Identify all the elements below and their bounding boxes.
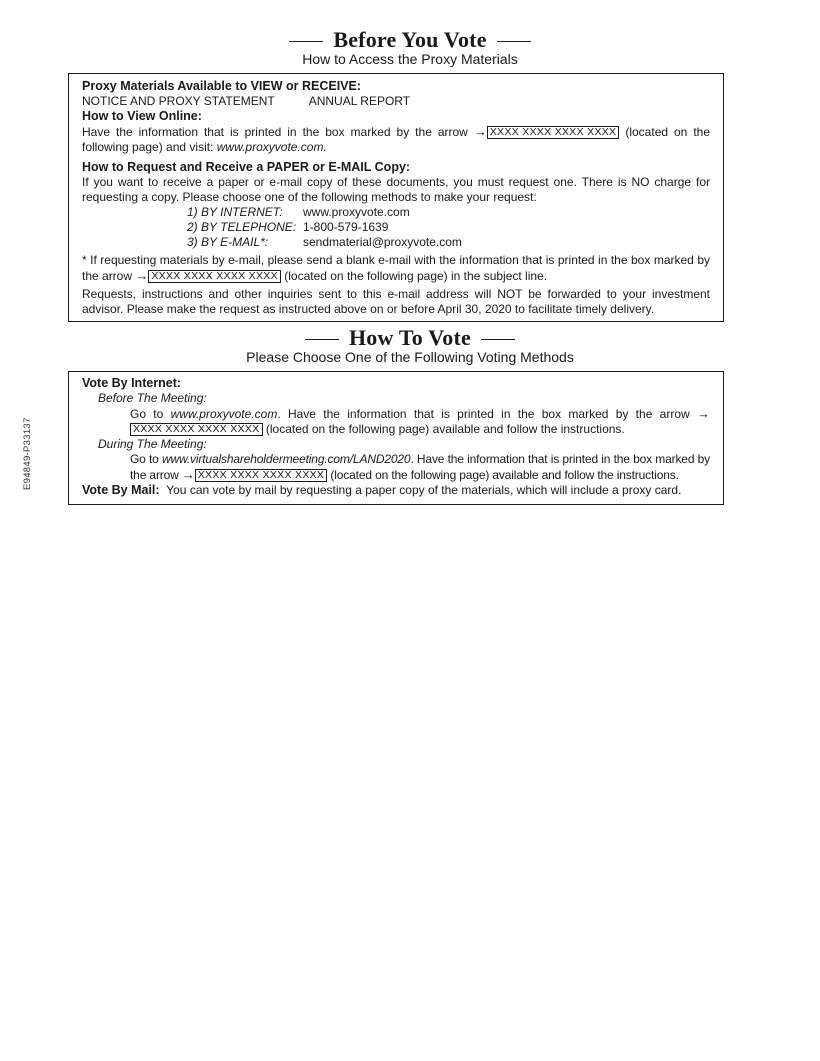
proxy-materials-box [68,73,724,322]
virtual-meeting-link[interactable]: www.virtualshareholdermeeting.com/LAND2020 [161,452,411,466]
method-telephone-value[interactable]: 1-800-579-1639 [303,220,389,234]
proxyvote-link[interactable]: www.proxyvote.com. [216,140,327,154]
arrow-icon: → [473,124,487,139]
control-number-box: XXXX XXXX XXXX XXXX [195,469,328,482]
before-you-vote-title-row [0,27,820,53]
how-to-vote-box [68,371,724,505]
title-dash-left [305,339,339,340]
before-meeting-label: Before The Meeting: [98,391,207,405]
vote-by-internet-heading: Vote By Internet: [82,376,182,390]
arrow-icon: → [181,467,195,482]
annual-report-label: ANNUAL REPORT [308,94,411,108]
proxyvote-link[interactable]: www.proxyvote.com [170,407,278,421]
method-email: 3) BY E-MAIL*: sendmaterial@proxyvote.com [187,235,462,249]
materials-list [82,94,710,109]
vote-by-mail-heading: Vote By Mail: [82,483,160,497]
control-number-box: XXXX XXXX XXXX XXXX [130,423,263,436]
control-number-box: XXXX XXXX XXXX XXXX [148,270,281,283]
how-to-vote-title-row [0,325,820,351]
arrow-icon: → [135,268,149,283]
before-meeting-text: Go to www.proxyvote.com. Have the information that is printed in the box marked by the arrow →XXXX XXXX XXXX XXXX (located on the following page) available and follow the instructions. [130,406,710,436]
request-copy-heading: How to Request and Receive a PAPER or E-MAIL Copy: [82,160,411,174]
during-meeting-label: During The Meeting: [98,437,207,451]
how-to-vote-title: How To Vote [348,325,472,350]
title-dash-right [481,339,515,340]
title-dash-right [497,41,531,42]
method-telephone: 2) BY TELEPHONE: 1-800-579-1639 [187,220,389,234]
view-online-text: Have the information that is printed in the box marked by the arrow → XXXX XXXX XXXX XXXX (located on the following page) and visit: www.proxyvote.com. [82,124,711,154]
method-internet: 1) BY INTERNET: www.proxyvote.com [187,205,410,219]
title-dash-left [289,41,323,42]
method-email-value[interactable]: sendmaterial@proxyvote.com [303,235,462,249]
method-internet-value[interactable]: www.proxyvote.com [303,205,410,219]
arrow-icon: → [696,406,710,421]
email-request-note: * If requesting materials by e-mail, please send a blank e-mail with the information that is printed in the box marked by the arrow → XXXX XXXX XXXX XXXX (located on the following page) in the subject line. [82,253,710,283]
during-meeting-text: Go to www.virtualshareholdermeeting.com/LAND2020. Have the information that is printed in the box marked by the arrow → XXXX XXXX XXXX XXXX (located on the following page) available and follow the instructions. [130,452,710,482]
requests-note: Requests, instructions and other inquiries sent to this e-mail address will NOT be forwarded to your investment advisor. Please make the request as instructed above on or before April 30, 2020 to facilitate timely delivery. [82,287,710,316]
control-number-box: XXXX XXXX XXXX XXXX [487,126,620,139]
request-copy-text: If you want to receive a paper or e-mail copy of these documents, you must request one. There is NO charge for requesting a copy. Please choose one of the following methods to make your request: [82,175,710,204]
view-online-heading: How to View Online: [82,109,202,123]
vote-by-mail [82,483,710,498]
materials-heading: Proxy Materials Available to VIEW or RECEIVE: [82,79,362,93]
vote-by-mail-text: You can vote by mail by requesting a paper copy of the materials, which will include a proxy card. [166,483,682,497]
notice-proxy-statement-label: NOTICE AND PROXY STATEMENT [82,94,275,108]
before-you-vote-title: Before You Vote [333,27,487,52]
voting-methods-subtitle: Please Choose One of the Following Voting Methods [246,349,574,365]
document-id: E94849-P33137 [22,417,33,490]
access-materials-subtitle: How to Access the Proxy Materials [302,51,518,67]
